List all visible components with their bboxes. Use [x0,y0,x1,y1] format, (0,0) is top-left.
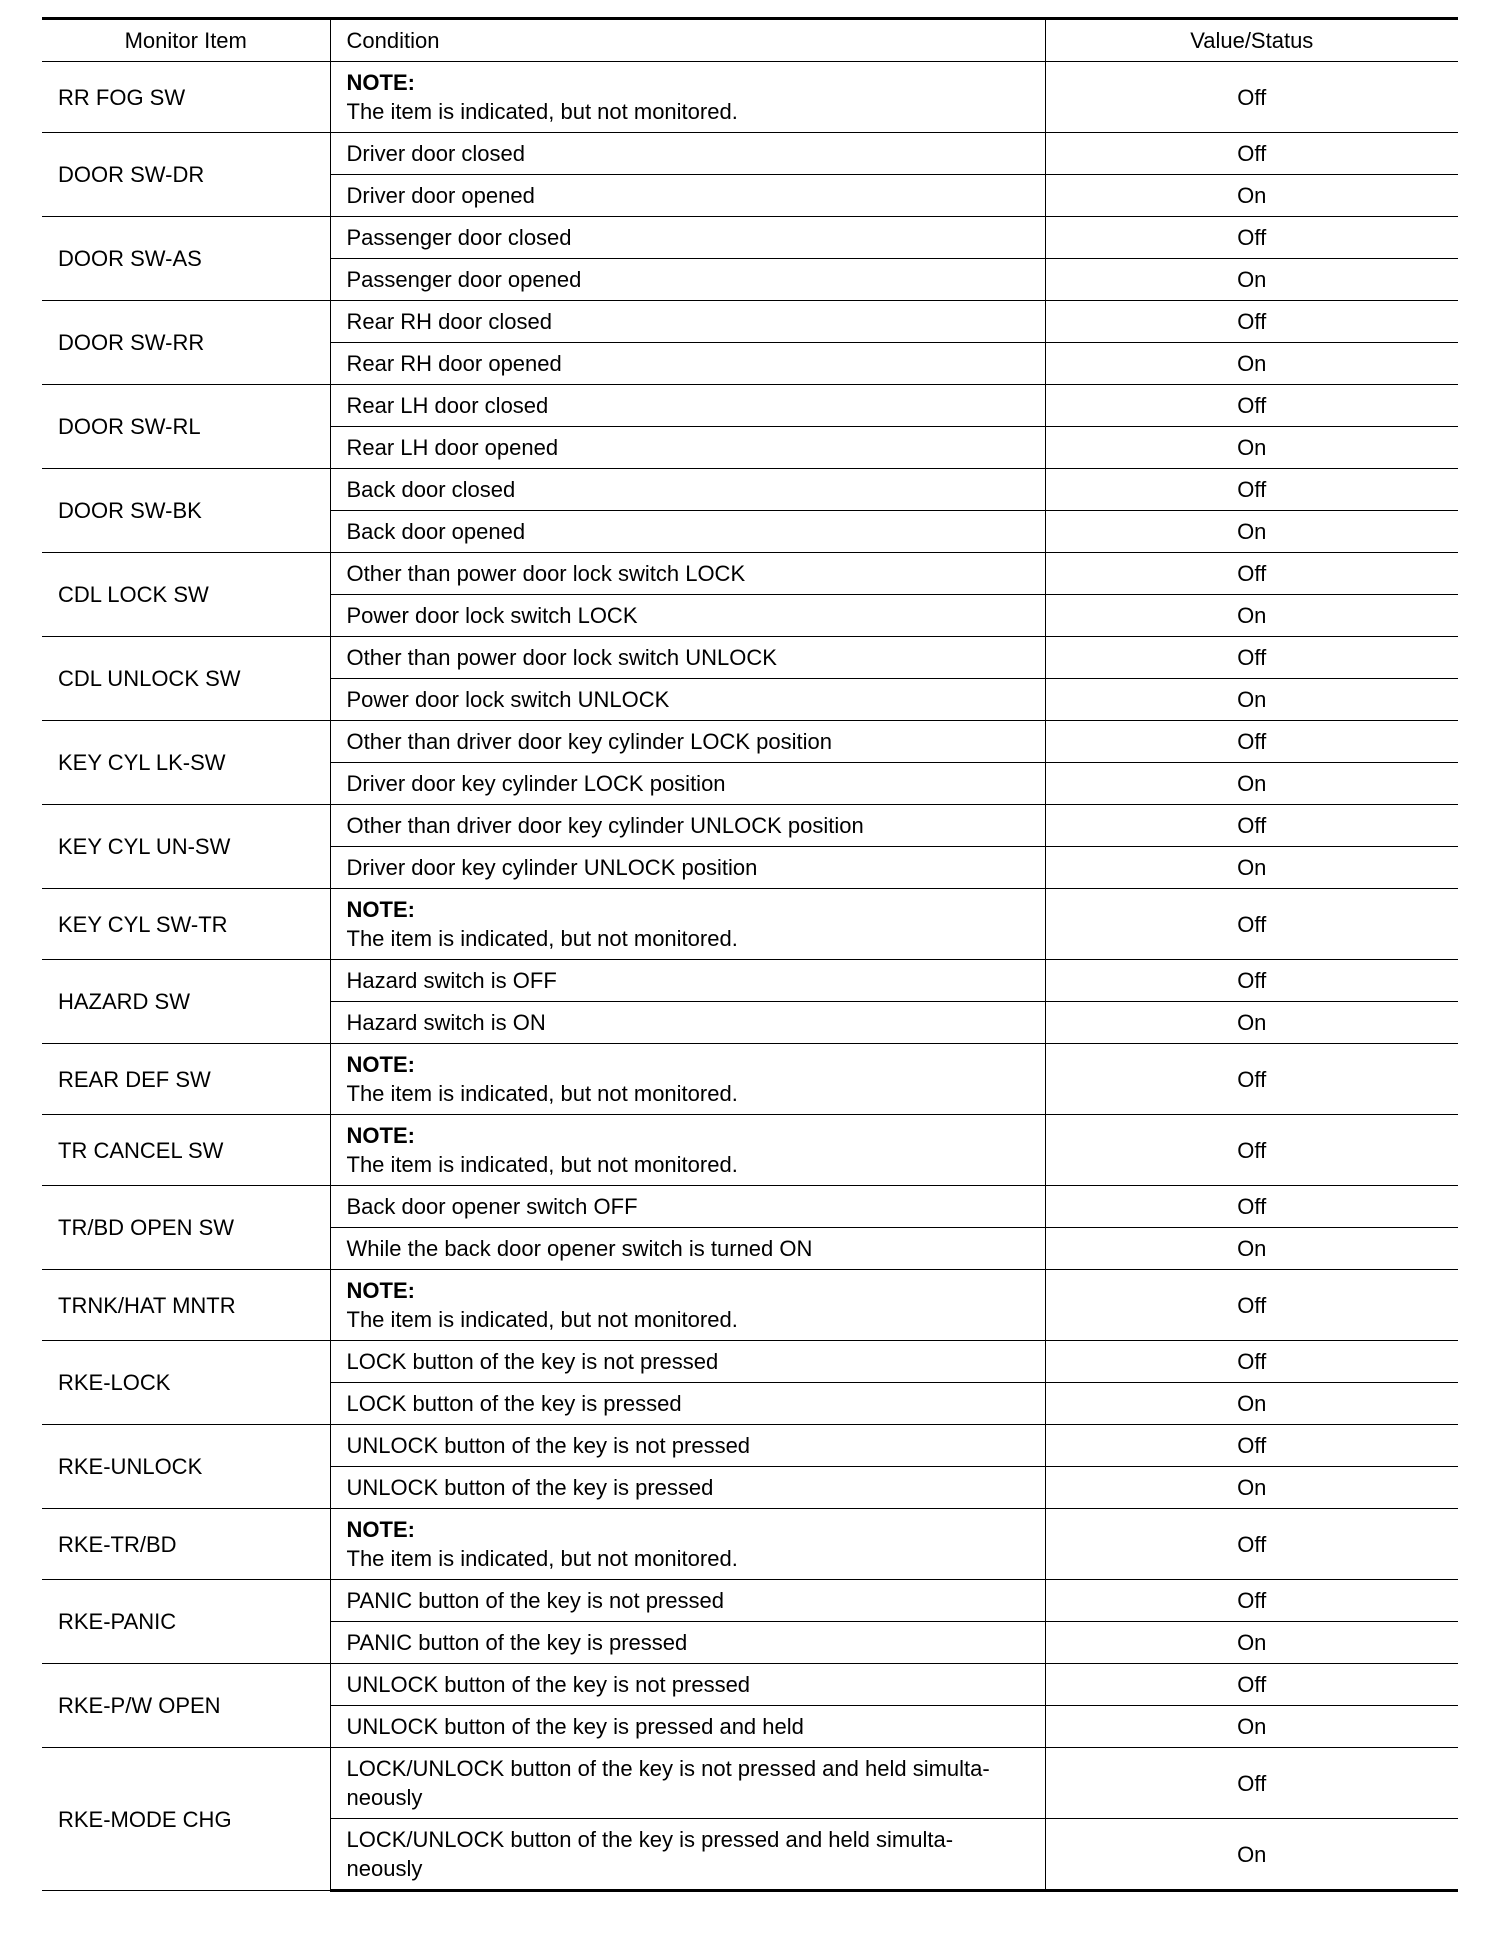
condition-cell [330,1509,1045,1580]
condition-cell: While the back door opener switch is turned ON [330,1228,1045,1270]
table-row [42,1425,1458,1467]
condition-cell [330,889,1045,960]
condition-cell [330,1115,1045,1186]
monitor-item-name: DOOR SW-RL [42,385,330,469]
value-status-cell: On [1045,763,1458,805]
monitor-item-name: RKE-TR/BD [42,1509,330,1580]
value-status-cell: On [1045,175,1458,217]
monitor-item-name: RKE-LOCK [42,1341,330,1425]
monitor-item-name: KEY CYL LK-SW [42,721,330,805]
table-row [42,1509,1458,1580]
condition-cell: Other than power door lock switch UNLOCK [330,637,1045,679]
value-status-cell: On [1045,1819,1458,1891]
table-row [42,1580,1458,1622]
monitor-item-name: RKE-P/W OPEN [42,1664,330,1748]
condition-cell [330,1044,1045,1115]
table-row [42,889,1458,960]
table-row [42,1044,1458,1115]
value-status-cell: On [1045,1228,1458,1270]
table-header [42,19,1458,62]
condition-cell: Passenger door closed [330,217,1045,259]
table-row [42,1664,1458,1706]
value-status-cell: Off [1045,385,1458,427]
condition-text-line: neously [346,1856,423,1881]
value-status-cell: Off [1045,889,1458,960]
note-text: The item is indicated, but not monitored. [346,1081,738,1106]
table-row [42,637,1458,679]
table-row [42,1186,1458,1228]
note-label: NOTE: [346,1517,415,1542]
monitor-item-name: HAZARD SW [42,960,330,1044]
value-status-cell: Off [1045,1748,1458,1819]
condition-cell: Hazard switch is OFF [330,960,1045,1002]
table-row [42,960,1458,1002]
condition-cell: Rear RH door opened [330,343,1045,385]
monitor-item-name: DOOR SW-RR [42,301,330,385]
condition-cell [330,1270,1045,1341]
note-label: NOTE: [346,1123,415,1148]
condition-cell: Other than power door lock switch LOCK [330,553,1045,595]
condition-cell: Power door lock switch UNLOCK [330,679,1045,721]
condition-cell: Back door closed [330,469,1045,511]
value-status-cell: Off [1045,62,1458,133]
table-row [42,62,1458,133]
value-status-cell: Off [1045,637,1458,679]
condition-cell: Passenger door opened [330,259,1045,301]
table-row [42,1341,1458,1383]
value-status-cell: Off [1045,133,1458,175]
condition-cell: LOCK button of the key is not pressed [330,1341,1045,1383]
note-text: The item is indicated, but not monitored. [346,1152,738,1177]
table-row [42,1270,1458,1341]
value-status-cell: Off [1045,1664,1458,1706]
condition-cell: Driver door key cylinder LOCK position [330,763,1045,805]
value-status-cell: Off [1045,1341,1458,1383]
monitor-item-name: DOOR SW-BK [42,469,330,553]
condition-cell: Rear RH door closed [330,301,1045,343]
condition-text-line: LOCK/UNLOCK button of the key is not pressed and held simulta- [346,1756,990,1781]
value-status-cell: Off [1045,1115,1458,1186]
condition-cell: Back door opened [330,511,1045,553]
condition-cell: Other than driver door key cylinder LOCK position [330,721,1045,763]
condition-cell: Back door opener switch OFF [330,1186,1045,1228]
monitor-item-name: DOOR SW-DR [42,133,330,217]
monitor-item-name: CDL LOCK SW [42,553,330,637]
value-status-cell: Off [1045,1186,1458,1228]
monitor-table-container [42,17,1458,1892]
value-status-cell: Off [1045,301,1458,343]
monitor-item-name: RKE-PANIC [42,1580,330,1664]
value-status-cell: On [1045,1383,1458,1425]
value-status-cell: On [1045,1002,1458,1044]
monitor-item-name: REAR DEF SW [42,1044,330,1115]
condition-cell: Rear LH door closed [330,385,1045,427]
note-text: The item is indicated, but not monitored. [346,926,738,951]
monitor-item-name: TRNK/HAT MNTR [42,1270,330,1341]
note-label: NOTE: [346,1278,415,1303]
table-row [42,805,1458,847]
table-row [42,1748,1458,1819]
monitor-item-name: DOOR SW-AS [42,217,330,301]
value-status-cell: Off [1045,1509,1458,1580]
value-status-cell: On [1045,595,1458,637]
condition-cell: PANIC button of the key is not pressed [330,1580,1045,1622]
condition-cell: UNLOCK button of the key is pressed and held [330,1706,1045,1748]
header-value-status: Value/Status [1045,19,1458,62]
value-status-cell: Off [1045,805,1458,847]
condition-cell [330,62,1045,133]
condition-cell: LOCK button of the key is pressed [330,1383,1045,1425]
note-text: The item is indicated, but not monitored. [346,99,738,124]
monitor-item-name: KEY CYL SW-TR [42,889,330,960]
value-status-cell: On [1045,511,1458,553]
note-label: NOTE: [346,1052,415,1077]
condition-cell: Other than driver door key cylinder UNLOCK position [330,805,1045,847]
monitor-item-name: RKE-MODE CHG [42,1748,330,1891]
value-status-cell: Off [1045,1580,1458,1622]
note-label: NOTE: [346,70,415,95]
table-row [42,133,1458,175]
value-status-cell: Off [1045,960,1458,1002]
value-status-cell: On [1045,259,1458,301]
value-status-cell: Off [1045,1044,1458,1115]
condition-text-line: neously [346,1785,423,1810]
value-status-cell: On [1045,427,1458,469]
condition-cell: Driver door opened [330,175,1045,217]
condition-cell: Driver door closed [330,133,1045,175]
table-row [42,217,1458,259]
value-status-cell: On [1045,1467,1458,1509]
table-row [42,1115,1458,1186]
monitor-table [42,17,1458,1892]
value-status-cell: Off [1045,553,1458,595]
table-row [42,469,1458,511]
value-status-cell: Off [1045,469,1458,511]
condition-cell [330,1748,1045,1819]
condition-cell: UNLOCK button of the key is pressed [330,1467,1045,1509]
condition-cell: Hazard switch is ON [330,1002,1045,1044]
condition-cell: UNLOCK button of the key is not pressed [330,1425,1045,1467]
condition-text-line: LOCK/UNLOCK button of the key is pressed and held simulta- [346,1827,954,1852]
value-status-cell: Off [1045,1425,1458,1467]
table-row [42,301,1458,343]
header-row [42,19,1458,62]
condition-cell: PANIC button of the key is pressed [330,1622,1045,1664]
table-row [42,553,1458,595]
note-text: The item is indicated, but not monitored. [346,1307,738,1332]
value-status-cell: On [1045,1622,1458,1664]
monitor-item-name: RKE-UNLOCK [42,1425,330,1509]
value-status-cell: On [1045,679,1458,721]
condition-cell: Driver door key cylinder UNLOCK position [330,847,1045,889]
condition-cell: Rear LH door opened [330,427,1045,469]
value-status-cell: On [1045,343,1458,385]
monitor-item-name: TR CANCEL SW [42,1115,330,1186]
monitor-item-name: CDL UNLOCK SW [42,637,330,721]
note-label: NOTE: [346,897,415,922]
header-condition: Condition [330,19,1045,62]
value-status-cell: Off [1045,1270,1458,1341]
monitor-item-name: KEY CYL UN-SW [42,805,330,889]
monitor-item-name: RR FOG SW [42,62,330,133]
value-status-cell: On [1045,1706,1458,1748]
value-status-cell: Off [1045,217,1458,259]
condition-cell [330,1819,1045,1891]
value-status-cell: On [1045,847,1458,889]
table-body [42,62,1458,1891]
condition-cell: UNLOCK button of the key is not pressed [330,1664,1045,1706]
value-status-cell: Off [1045,721,1458,763]
table-row [42,385,1458,427]
header-monitor-item: Monitor Item [42,19,330,62]
condition-cell: Power door lock switch LOCK [330,595,1045,637]
note-text: The item is indicated, but not monitored. [346,1546,738,1571]
table-row [42,721,1458,763]
monitor-item-name: TR/BD OPEN SW [42,1186,330,1270]
